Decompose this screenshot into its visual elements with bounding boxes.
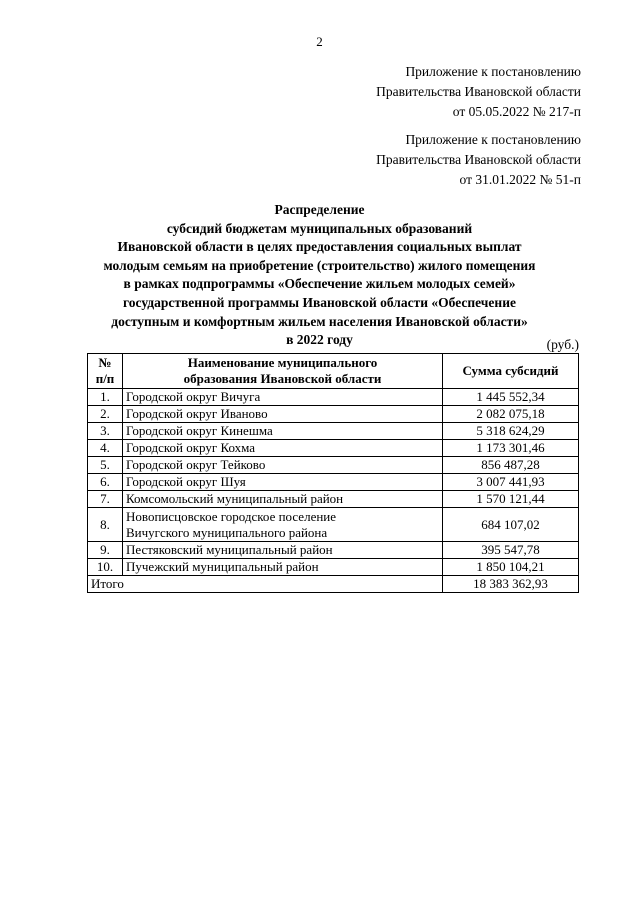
row-sum: 2 082 075,18 (443, 406, 579, 423)
row-number: 6. (88, 474, 123, 491)
row-municipality: Городской округ Иваново (123, 406, 443, 423)
annex-line: Приложение к постановлению (405, 64, 581, 79)
row-number: 3. (88, 423, 123, 440)
row-number: 8. (88, 508, 123, 542)
annex-header-original (376, 130, 581, 190)
title-line: в 2022 году (286, 332, 353, 348)
row-sum: 3 007 441,93 (443, 474, 579, 491)
row-municipality: Городской округ Тейково (123, 457, 443, 474)
row-number: 4. (88, 440, 123, 457)
row-sum: 1 570 121,44 (443, 491, 579, 508)
row-number: 2. (88, 406, 123, 423)
header-subsidy-sum: Сумма субсидий (443, 354, 579, 389)
subsidy-table (87, 353, 579, 593)
row-municipality: Пестяковский муниципальный район (123, 542, 443, 559)
table-row (88, 559, 579, 576)
currency-unit: (руб.) (546, 337, 579, 352)
page-number: 2 (316, 34, 323, 49)
table-header-row (88, 354, 579, 389)
title-line: субсидий бюджетам муниципальных образований (166, 220, 473, 236)
title-line: государственной программы Ивановской области «Обеспечение (123, 294, 516, 310)
title-line: доступным и комфортным жильем населения Ивановской области» (111, 313, 528, 329)
row-municipality: Новописцовское городское поселение Вичугского муниципального района (123, 508, 443, 542)
row-sum: 684 107,02 (443, 508, 579, 542)
row-municipality: Городской округ Кинешма (123, 423, 443, 440)
table-row (88, 457, 579, 474)
row-sum: 395 547,78 (443, 542, 579, 559)
header-municipality: Наименование муниципального образования Ивановской области (123, 354, 443, 389)
row-sum: 1 445 552,34 (443, 389, 579, 406)
annex-date: от 05.05.2022 № 217-п (452, 104, 581, 119)
table-row (88, 406, 579, 423)
annex-line: Приложение к постановлению (405, 132, 581, 147)
header-number: № п/п (88, 354, 123, 389)
row-sum: 5 318 624,29 (443, 423, 579, 440)
row-number: 10. (88, 559, 123, 576)
table-row (88, 440, 579, 457)
row-number: 7. (88, 491, 123, 508)
title-line: молодым семьям на приобретение (строительство) жилого помещения (103, 257, 536, 273)
row-municipality: Городской округ Кохма (123, 440, 443, 457)
row-municipality: Городской округ Вичуга (123, 389, 443, 406)
row-number: 9. (88, 542, 123, 559)
document-title (60, 201, 579, 350)
row-number: 1. (88, 389, 123, 406)
title-line: в рамках подпрограммы «Обеспечение жильем молодых семей» (123, 276, 516, 292)
table-row (88, 491, 579, 508)
table-total-row (88, 576, 579, 593)
annex-date: от 31.01.2022 № 51-п (459, 172, 581, 187)
table-row (88, 389, 579, 406)
table-row (88, 542, 579, 559)
row-municipality: Комсомольский муниципальный район (123, 491, 443, 508)
row-sum: 856 487,28 (443, 457, 579, 474)
title-line: Ивановской области в целях предоставления социальных выплат (117, 239, 522, 255)
row-municipality: Пучежский муниципальный район (123, 559, 443, 576)
row-municipality: Городской округ Шуя (123, 474, 443, 491)
table-row (88, 423, 579, 440)
annex-header-current (376, 62, 581, 122)
table-row (88, 474, 579, 491)
total-sum: 18 383 362,93 (443, 576, 579, 593)
annex-line: Правительства Ивановской области (376, 152, 581, 167)
total-label: Итого (88, 576, 443, 593)
row-sum: 1 173 301,46 (443, 440, 579, 457)
row-number: 5. (88, 457, 123, 474)
table-row (88, 508, 579, 542)
title-line: Распределение (274, 202, 365, 217)
row-sum: 1 850 104,21 (443, 559, 579, 576)
annex-line: Правительства Ивановской области (376, 84, 581, 99)
